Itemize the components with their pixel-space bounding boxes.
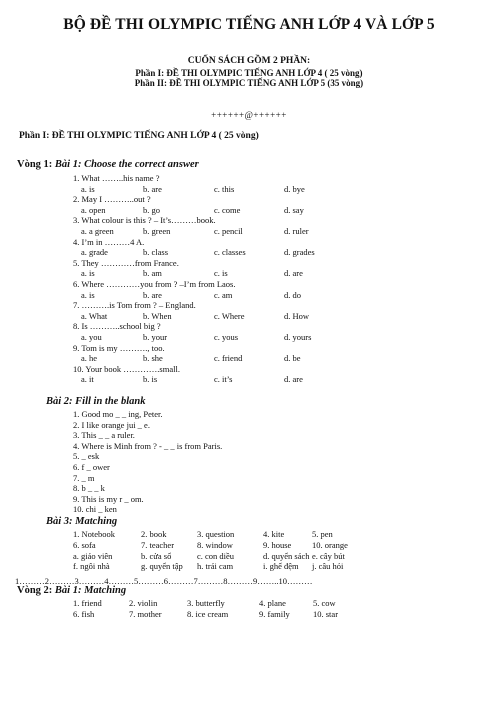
question-stem: 7. ……….is Tom from ? – England. — [73, 300, 196, 311]
matching-cell: 5. pen — [312, 529, 333, 539]
matching-cell: i. ghế đệm — [263, 561, 299, 572]
answer-option: d. bye — [284, 183, 305, 194]
answer-option: a. is — [81, 183, 95, 194]
fill-blank-item: 3. This _ _ a ruler. — [73, 430, 135, 441]
answer-option: b. green — [143, 225, 171, 236]
matching-cell: 10. orange — [312, 539, 348, 550]
answer-option: d. are — [284, 374, 303, 385]
round1-heading — [17, 159, 199, 170]
book-contents-heading: CUỐN SÁCH GỒM 2 PHẦN: — [187, 56, 311, 66]
matching-cell: d. quyển sách — [263, 550, 310, 561]
matching-cell: 2. violin — [129, 598, 158, 608]
question-stem: 8. Is ………..school big ? — [73, 321, 161, 332]
answer-option: a. you — [81, 331, 102, 342]
question-stem: 3. What colour is this ? – It’s………book. — [73, 215, 216, 226]
answer-option: c. it’s — [214, 374, 233, 385]
matching-cell: 10. star — [313, 608, 339, 619]
book-part-2: Phần II: ĐỀ THI OLYMPIC TIẾNG ANH LỚP 5 (35 vòng) — [134, 78, 364, 88]
matching-cell: 7. teacher — [141, 539, 175, 550]
question-stem: 5. They …………from France. — [73, 257, 179, 268]
separator: ++++++@++++++ — [211, 110, 287, 120]
answer-option: d. are — [284, 268, 303, 279]
fill-blank-item: 4. Where is Minh from ? - _ _ is from Paris. — [73, 440, 223, 451]
matching-cell: 3. question — [197, 529, 235, 539]
answer-option: c. classes — [214, 247, 246, 258]
fill-blank-item: 9. This is my r _ om. — [73, 493, 144, 504]
book-part-1: Phần I: ĐỀ THI OLYMPIC TIẾNG ANH LỚP 4 ( 25 vòng) — [135, 68, 363, 78]
matching-cell: 4. kite — [263, 529, 285, 539]
answer-option: d. say — [284, 204, 304, 215]
question-stem: 4. I’m in ………4 A. — [73, 236, 145, 247]
answer-option: a. grade — [81, 247, 108, 258]
matching-cell: 5. cow — [313, 598, 336, 608]
answer-option: c. this — [214, 183, 235, 194]
answer-option: c. friend — [214, 353, 243, 364]
answer-option: a. is — [81, 268, 95, 279]
answer-option: b. she — [143, 353, 163, 364]
matching-cell: f. ngôi nhà — [73, 561, 110, 572]
answer-option: d. How — [284, 310, 310, 321]
answer-option: d. yours — [284, 331, 312, 342]
matching-cell: 2. book — [141, 529, 167, 539]
bai2-title: Bài 2: Fill in the blank — [46, 396, 146, 407]
matching-cell: a. giáo viên — [73, 550, 113, 561]
matching-cell: 9. house — [263, 539, 292, 550]
bai3-title: Bài 3: Matching — [46, 516, 118, 527]
bai3-heading — [46, 516, 117, 527]
fill-blank-item: 7. _ m — [73, 472, 95, 483]
matching-cell: 1. friend — [73, 598, 102, 608]
matching-cell: j. câu hỏi — [312, 561, 344, 572]
answer-option: d. be — [284, 353, 301, 364]
matching-cell: b. cửa sổ — [141, 550, 172, 561]
matching-cell: 8. window — [197, 539, 233, 550]
matching-cell: c. con diều — [197, 550, 235, 561]
round2-bai1-title: Bài 1: Matching — [54, 585, 127, 596]
answer-option: b. am — [143, 268, 162, 279]
answer-option: c. am — [214, 289, 233, 300]
matching-cell: 7. mother — [129, 608, 162, 619]
matching-cell: g. quyển tập — [141, 561, 183, 572]
fill-blank-item: 10. chi _ ken — [73, 504, 117, 515]
matching-cell: 4. plane — [259, 598, 286, 608]
fill-blank-item: 2. I like orange jui _ e. — [73, 419, 150, 430]
question-stem: 6. Where …………you from ? –I’m from Laos. — [73, 279, 236, 289]
answer-option: a. a green — [81, 225, 114, 236]
answer-option: b. class — [143, 247, 169, 258]
fill-blank-item: 8. b _ _ k — [73, 483, 105, 494]
matching-cell: 3. butterfly — [187, 598, 225, 608]
answer-option: d. ruler — [284, 225, 309, 236]
question-stem: 9. Tom is my ………., too. — [73, 342, 165, 353]
answer-option: b. is — [143, 374, 158, 385]
round2-label: Vòng 2: — [17, 585, 53, 596]
answer-option: a. it — [81, 374, 94, 385]
fill-blank-item: 6. f _ ower — [73, 462, 110, 472]
question-stem: 2. May I ………..out ? — [73, 194, 151, 205]
question-stem: 10. Your book ………….small. — [73, 363, 180, 374]
question-stem: 1. What ……..his name ? — [73, 173, 160, 183]
answer-option: c. yous — [214, 331, 239, 342]
matching-cell: 1. Notebook — [73, 529, 116, 539]
answer-option: b. go — [143, 204, 160, 215]
part-heading: Phần I: ĐỀ THI OLYMPIC TIẾNG ANH LỚP 4 ( 25 vòng) — [19, 131, 259, 141]
answer-option: c. come — [214, 204, 241, 215]
answer-option: a. is — [81, 289, 95, 300]
answer-option: d. grades — [284, 247, 315, 258]
answer-option: c. Where — [214, 310, 245, 321]
answer-option: c. is — [214, 268, 228, 279]
matching-cell: h. trái cam — [197, 561, 234, 572]
matching-cell: e. cây bút — [312, 550, 345, 561]
matching-cell: 9. family — [259, 608, 290, 619]
round2-heading — [17, 585, 126, 596]
book-contents — [0, 56, 498, 88]
answer-option: a. he — [81, 353, 98, 364]
answer-option: b. are — [143, 183, 162, 194]
matching-cell: 8. ice cream — [187, 608, 229, 619]
answer-option: a. open — [81, 204, 106, 215]
matching-cell: 6. fish — [73, 608, 95, 619]
answer-option: b. are — [143, 289, 162, 300]
round1-bai1-title: Bài 1: Choose the correct answer — [54, 159, 199, 170]
document-title: BỘ ĐỀ THI OLYMPIC TIẾNG ANH LỚP 4 VÀ LỚP 5 — [63, 16, 435, 33]
round1-label: Vòng 1: — [17, 159, 53, 170]
answer-option: c. pencil — [214, 225, 243, 236]
matching-cell: 6. sofa — [73, 539, 96, 550]
fill-blank-item: 5. _ esk — [73, 451, 100, 462]
answer-option: b. When — [143, 310, 172, 321]
answer-option: d. do — [284, 289, 301, 300]
bai2-heading — [46, 396, 145, 407]
answer-option: b. your — [143, 331, 168, 342]
answer-line: 1………2………3………4………5………6………7………8………9……..10……… — [15, 576, 313, 586]
answer-option: a. What — [81, 310, 108, 321]
fill-blank-item: 1. Good mo _ _ ing, Peter. — [73, 409, 163, 419]
